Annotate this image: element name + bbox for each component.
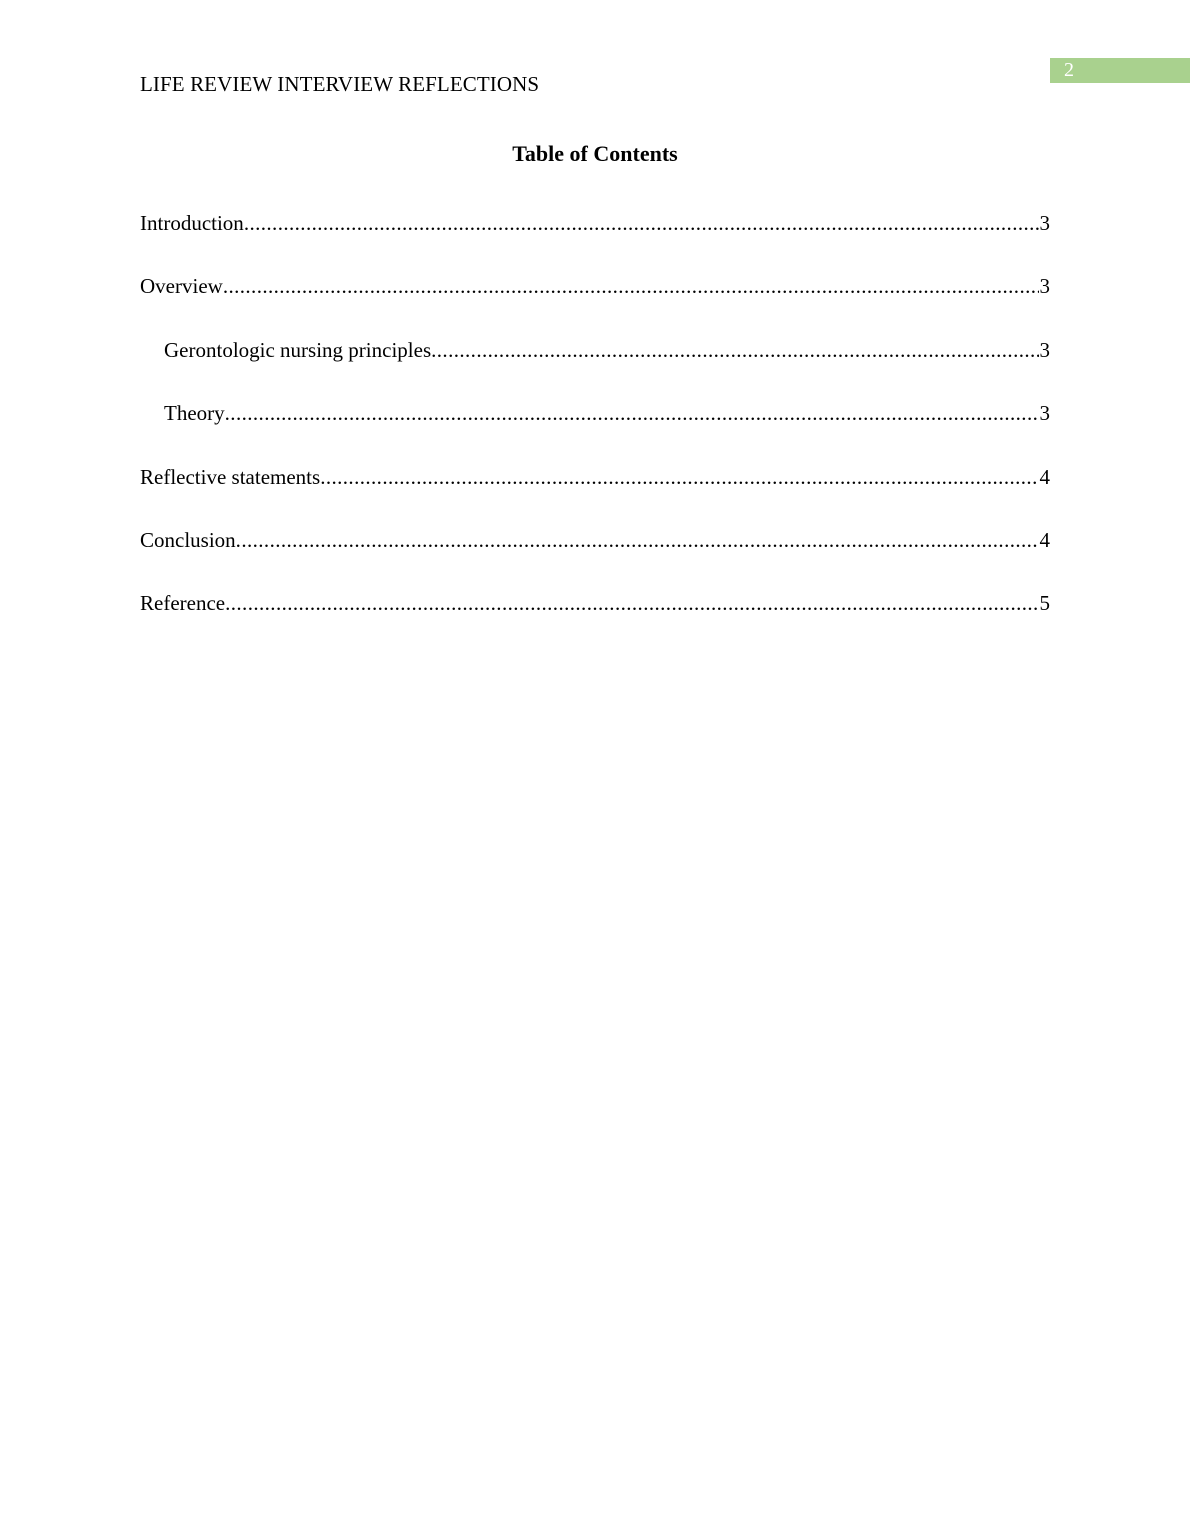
toc-entry-gerontologic-nursing-principles[interactable] <box>140 335 1050 398</box>
toc-entry-label: Theory <box>164 401 225 426</box>
toc-entry-label: Introduction <box>140 211 244 235</box>
toc-entry-label: Reflective statements <box>140 464 321 489</box>
toc-dot-leader <box>431 335 1038 365</box>
toc-entry-introduction[interactable] <box>140 208 1050 271</box>
toc-dot-leader <box>225 398 1039 428</box>
toc-dot-leader <box>223 271 1039 301</box>
toc-dot-leader <box>236 525 1039 555</box>
toc-entry-label: Conclusion <box>140 527 236 552</box>
toc-entry-reflective-statements[interactable] <box>140 462 1050 525</box>
toc-dot-leader <box>320 462 1038 492</box>
toc-entry-label: Overview <box>140 274 223 299</box>
toc-entry-label: Gerontologic nursing principles <box>164 337 432 362</box>
page-number: 2 <box>1064 59 1074 81</box>
toc-title: Table of Contents <box>512 141 678 166</box>
toc-entry-theory[interactable] <box>140 398 1050 461</box>
toc-entry-overview[interactable] <box>140 271 1050 334</box>
toc-entry-page: 4 <box>1039 527 1050 552</box>
toc-entry-page: 3 <box>1039 211 1050 235</box>
toc-dot-leader <box>244 208 1039 238</box>
page-number-badge <box>1050 58 1190 83</box>
toc-entry-label: Reference <box>140 591 226 616</box>
toc-entry-conclusion[interactable] <box>140 525 1050 588</box>
toc-dot-leader <box>225 588 1038 618</box>
table-of-contents <box>140 208 1050 652</box>
toc-entry-page: 3 <box>1039 274 1050 299</box>
toc-entry-page: 3 <box>1039 337 1050 362</box>
toc-entry-page: 3 <box>1039 401 1050 426</box>
toc-entry-page: 4 <box>1039 464 1050 489</box>
running-head: LIFE REVIEW INTERVIEW REFLECTIONS <box>140 72 540 96</box>
toc-entry-reference[interactable] <box>140 588 1050 651</box>
toc-entry-page: 5 <box>1039 591 1050 616</box>
